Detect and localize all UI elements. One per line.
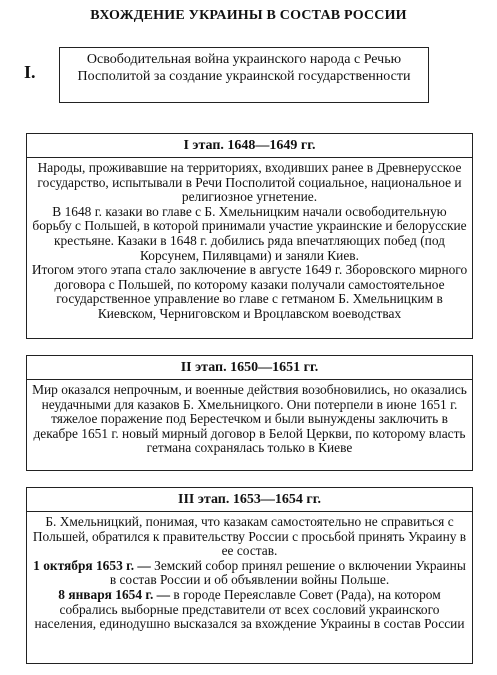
- event-date: 1 октября 1653 г. —: [33, 557, 151, 573]
- stage-3-heading: III этап. 1653—1654 гг.: [26, 487, 473, 511]
- intro-box: Освободительная война украинского народа с Речью Посполитой за создание украинской государственности: [59, 47, 429, 103]
- stage-1-paragraph: В 1648 г. казаки во главе с Б. Хмельницким начали освободительную борьбу с Польшей, в которой принимали участие украинские и белорусские крестьяне. Казаки в 1648 г. добились ряда впечатляющих побед (под Корсунем, Пилявцами) и заняли Киев.: [32, 203, 467, 263]
- stage-3-event: [31, 588, 468, 632]
- stage-2-paragraph: Мир оказался непрочным, и военные действия возобновились, но оказались неудачными для казаков Б. Хмельницкого. Они потерпели в июне 1651 г. тяжелое поражение под Берестечком и были вынуждены заключить в декабре 1651 г. новый мирный договор в Белой Церкви, по которому власть гетмана сохранялась только в Киеве: [32, 382, 467, 456]
- section-numeral: I.: [24, 62, 36, 82]
- event-date: 8 января 1654 г. —: [58, 586, 171, 602]
- stage-1-paragraph: Итогом этого этапа стало заключение в августе 1649 г. Зборовского мирного договора с Польшей, по которому казаки получали самостоятельное государственное управление во главе с гетманом Б. Хмельницким в Киевском, Черниговском и Вроцлавском воеводствах: [31, 262, 468, 321]
- stage-2-heading: II этап. 1650—1651 гг.: [26, 355, 473, 379]
- stage-3-body: [26, 511, 473, 664]
- stage-2-body: [26, 379, 473, 471]
- page-title: ВХОЖДЕНИЕ УКРАИНЫ В СОСТАВ РОССИИ: [90, 8, 407, 23]
- stage-1-paragraph: Народы, проживавшие на территориях, входивших ранее в Древнерусское государство, испытывали в Речи Посполитой социальное, национальное и религиозное угнетение.: [37, 160, 462, 205]
- stage-3-event: [31, 559, 468, 588]
- stage-1-body: [26, 157, 473, 339]
- stage-3-paragraph: Б. Хмельницкий, понимая, что казакам самостоятельно не справиться с Польшей, обратился к правительству России с просьбой принять Украину в ее состав.: [32, 514, 467, 559]
- event-text: в городе Переяславле Совет (Рада), на котором собрались выборные представители от всех сословий украинского населения, единодушно высказался за вхождение Украины в состав России: [34, 586, 465, 632]
- stage-1-heading: I этап. 1648—1649 гг.: [26, 133, 473, 157]
- event-text: Земский собор принял решение о включении Украины в состав России и об объявлении войны Польше.: [109, 557, 466, 588]
